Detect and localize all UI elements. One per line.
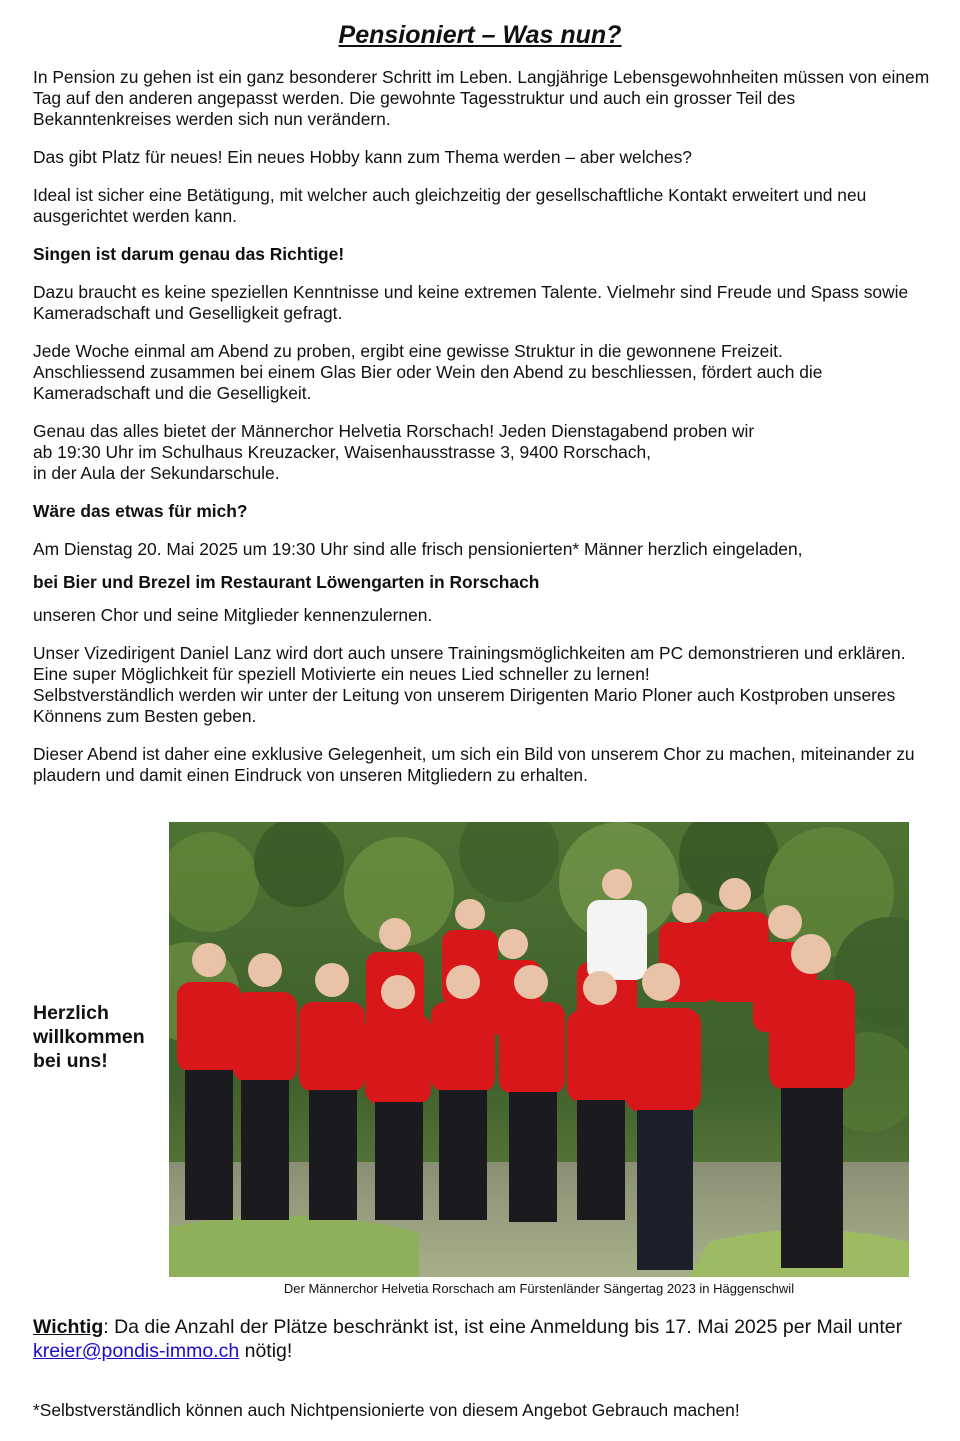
weekly-rehearsal-paragraph <box>33 341 933 404</box>
invitation-paragraph: Am Dienstag 20. Mai 2025 um 19:30 Uhr sind alle frisch pensionierten* Männer herzlich eingeladen, <box>33 539 803 559</box>
meet-choir-paragraph: unseren Chor und seine Mitglieder kennenzulernen. <box>33 605 433 625</box>
welcome-text <box>33 1001 145 1073</box>
intro-paragraph: In Pension zu gehen ist ein ganz besonderer Schritt im Leben. Langjährige Lebensgewohnheiten müssen von einem Tag auf den anderen angepasst werden. Die gewohnte Tagesstruktur und auch ein grosser Teil des Bekanntenkreises werden sich nun verändern. <box>33 67 930 129</box>
singing-heading: Singen ist darum genau das Richtige! <box>33 244 345 264</box>
singer <box>769 934 855 1268</box>
singer <box>431 965 495 1220</box>
important-label: Wichtig <box>33 1316 104 1338</box>
welcome-line-2: willkommen <box>33 1026 145 1048</box>
footnote: *Selbstverständlich können auch Nichtpensionierte von diesem Angebot Gebrauch machen! <box>33 1400 740 1420</box>
welcome-line-1: Herzlich <box>33 1002 109 1024</box>
singer <box>177 943 241 1220</box>
training-line-1: Unser Vizedirigent Daniel Lanz wird dort auch unsere Trainingsmöglichkeiten am PC demonstrieren und erklären. Eine super Möglichkeit für speziell Motivierte ein neues Lied schneller zu lernen! <box>33 643 906 684</box>
hobby-paragraph: Das gibt Platz für neues! Ein neues Hobby kann zum Thema werden – aber welches? <box>33 147 692 167</box>
choir-info-paragraph <box>33 421 933 484</box>
choir-photo-illustration <box>169 822 909 1277</box>
grass-left <box>169 1216 419 1277</box>
choir-info-line-2: ab 19:30 Uhr im Schulhaus Kreuzacker, Waisenhausstrasse 3, 9400 Rorschach, <box>33 442 652 462</box>
notice-text-2: nötig! <box>239 1340 293 1362</box>
choir-photo <box>169 822 909 1277</box>
page-title: Pensioniert – Was nun? <box>338 21 622 49</box>
choir-info-line-3: in der Aula der Sekundarschule. <box>33 463 280 483</box>
weekly-rehearsal-line-2: Anschliessend zusammen bei einem Glas Bier oder Wein den Abend zu beschliessen, fördert auch die Kameradschaft und die Geselligkeit. <box>33 362 823 403</box>
training-paragraph <box>33 643 933 727</box>
exclusive-evening-paragraph: Dieser Abend ist daher eine exklusive Gelegenheit, um sich ein Bild von unserem Chor zu machen, miteinander zu plaudern und damit einen Eindruck von unseren Mitgliedern zu erhalten. <box>33 744 915 785</box>
important-notice <box>33 1315 933 1363</box>
choir-info-line-1: Genau das alles bietet der Männerchor Helvetia Rorschach! Jeden Dienstagabend proben wir <box>33 421 755 441</box>
question-heading: Wäre das etwas für mich? <box>33 501 248 521</box>
activity-paragraph: Ideal ist sicher eine Betätigung, mit welcher auch gleichzeitig der gesellschaftliche Kontakt erweitert und neu ausgerichtet werden kann. <box>33 185 867 226</box>
weekly-rehearsal-line-1: Jede Woche einmal am Abend zu proben, ergibt eine gewisse Struktur in die gewonnene Freizeit. <box>33 341 783 361</box>
venue-heading: bei Bier und Brezel im Restaurant Löwengarten in Rorschach <box>33 572 540 592</box>
welcome-line-3: bei uns! <box>33 1050 108 1072</box>
notice-text-1: : Da die Anzahl der Plätze beschränkt ist, ist eine Anmeldung bis 17. Mai 2025 per Mail unter <box>103 1316 903 1338</box>
training-line-2: Selbstverständlich werden wir unter der Leitung von unserem Dirigenten Mario Ploner auch Kostproben unseres Könnens zum Besten geben. <box>33 685 896 726</box>
email-link[interactable]: kreier@pondis-immo.ch <box>33 1340 240 1362</box>
main-content <box>33 67 933 803</box>
photo-caption: Der Männerchor Helvetia Rorschach am Fürstenländer Sängertag 2023 in Häggenschwil <box>283 1281 795 1296</box>
singer <box>233 953 297 1220</box>
requirements-paragraph: Dazu braucht es keine speziellen Kenntnisse und keine extremen Talente. Vielmehr sind Freude und Spass sowie Kameradschaft und Geselligkeit gefragt. <box>33 282 909 323</box>
